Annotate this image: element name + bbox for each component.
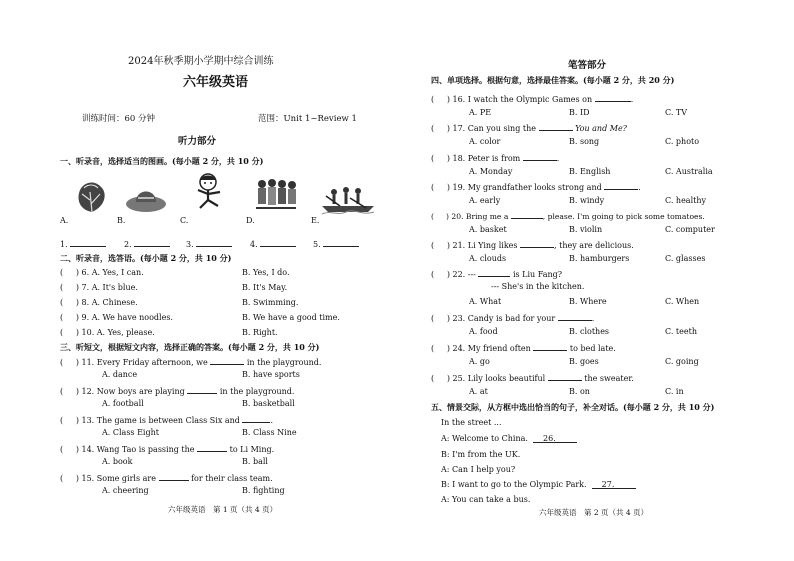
answer-5[interactable]: 5.: [313, 238, 359, 250]
q14-option-b: B. ball: [242, 457, 268, 466]
q7-option-b: B. It's May.: [242, 283, 288, 292]
q14[interactable]: ( ) 14. Wang Tao is passing the to Li Ming.: [60, 445, 275, 454]
q20-option-b: B. violin: [569, 225, 603, 234]
q24-option-a: A. go: [469, 357, 490, 366]
q20-option-a: A. basket: [469, 225, 507, 234]
blank-27[interactable]: 27.: [592, 480, 636, 489]
q22[interactable]: ( ) 22. --- is Liu Fang?: [431, 270, 563, 279]
q19[interactable]: ( ) 19. My grandfather looks strong and .: [431, 183, 641, 192]
q11[interactable]: ( ) 11. Every Friday afternoon, we in the playground.: [60, 358, 322, 367]
q22-reply: --- She's in the kitchen.: [491, 282, 585, 291]
part3-heading: 三、听短文，根据短文内容，选择正确的答案。(每小题 2 分，共 10 分): [60, 342, 320, 352]
q20[interactable]: ( ) 20. Bring me a , please. I'm going to pick some tomatoes.: [431, 212, 705, 221]
right-page-footer: 六年级英语 第 2 页（共 4 页）: [539, 508, 649, 517]
q22-option-b: B. Where: [569, 297, 607, 306]
part1-heading: 一、听录音，选择适当的图画。(每小题 2 分，共 10 分): [60, 156, 264, 166]
q23-option-b: B. clothes: [569, 327, 610, 336]
q22-option-c: C. When: [665, 297, 700, 306]
q23-option-a: A. food: [469, 327, 498, 336]
blank-26[interactable]: 26.: [533, 434, 577, 443]
q17[interactable]: ( ) 17. Can you sing the You and Me?: [431, 124, 627, 133]
hat-icon: [124, 178, 168, 218]
students-group-icon: [254, 176, 298, 216]
q23-option-c: C. teeth: [665, 327, 697, 336]
q15[interactable]: ( ) 15. Some girls are for their class team.: [60, 474, 273, 483]
q20-option-c: C. computer: [665, 225, 715, 234]
running-boy-icon: [188, 172, 232, 212]
right-page: [397, 0, 794, 561]
pic-letter-c: C.: [180, 216, 189, 225]
q21-option-a: A. clouds: [469, 254, 507, 263]
q24[interactable]: ( ) 24. My friend often to bed late.: [431, 344, 616, 353]
q7[interactable]: ( ) 7. A. It's blue.: [60, 283, 138, 292]
q19-option-b: B. windy: [569, 196, 605, 205]
q25-option-a: A. at: [469, 387, 488, 396]
q23[interactable]: ( ) 23. Candy is bad for your .: [431, 314, 595, 323]
q19-option-a: A. early: [469, 196, 501, 205]
answer-2[interactable]: 2.: [124, 238, 170, 250]
q6[interactable]: ( ) 6. A. Yes, I can.: [60, 268, 144, 277]
written-section-title: 笔答部分: [568, 60, 607, 71]
q13-option-a: A. Class Eight: [102, 428, 159, 437]
q17-option-a: A. color: [469, 137, 501, 146]
q24-option-c: C. going: [665, 357, 699, 366]
q17-option-c: C. photo: [665, 137, 700, 146]
q12-option-a: A. football: [102, 399, 144, 408]
listening-section-title: 听力部分: [178, 136, 217, 147]
dialogue-line: A: Can I help you?: [441, 465, 516, 474]
cabbage-icon: [70, 176, 114, 216]
left-page-footer: 六年级英语 第 1 页（共 4 页）: [168, 505, 278, 514]
q19-option-c: C. healthy: [665, 196, 707, 205]
q22-option-a: A. What: [469, 297, 502, 306]
pic-letter-b: B.: [117, 216, 126, 225]
q9[interactable]: ( ) 9. A. We have noodles.: [60, 313, 173, 322]
answer-3[interactable]: 3.: [186, 238, 232, 250]
dialogue-line: In the street ...: [441, 418, 502, 427]
q15-option-b: B. fighting: [242, 486, 285, 495]
pic-letter-a: A.: [60, 216, 69, 225]
dialogue-line: A: You can take a bus.: [441, 495, 531, 504]
pic-letter-e: E.: [311, 216, 320, 225]
q8-option-b: B. Swimming.: [242, 298, 299, 307]
q18-option-c: C. Australia: [665, 167, 713, 176]
q12[interactable]: ( ) 12. Now boys are playing in the playground.: [60, 387, 295, 396]
q12-option-b: B. basketball: [242, 399, 295, 408]
part5-heading: 五、情景交际，从方框中选出恰当的句子，补全对话。(每小题 2 分，共 10 分): [431, 402, 715, 412]
part2-heading: 二、听录音，选答语。(每小题 2 分，共 10 分): [60, 253, 232, 263]
q10-option-b: B. Right.: [242, 328, 278, 337]
q18[interactable]: ( ) 18. Peter is from .: [431, 154, 560, 163]
q17-option-b: B. song: [569, 137, 600, 146]
q10[interactable]: ( ) 10. A. Yes, please.: [60, 328, 155, 337]
q16-option-b: B. ID: [569, 108, 590, 117]
q14-option-a: A. book: [102, 457, 133, 466]
dialogue-line: B: I'm from the UK.: [441, 450, 521, 459]
q25-option-b: B. on: [569, 387, 590, 396]
q24-option-b: B. goes: [569, 357, 599, 366]
answer-1[interactable]: 1.: [60, 238, 106, 250]
q21-option-c: C. glasses: [665, 254, 706, 263]
q13-option-b: B. Class Nine: [242, 428, 297, 437]
answer-4[interactable]: 4.: [250, 238, 296, 250]
pic-letter-d: D.: [246, 216, 255, 225]
q6-option-b: B. Yes, I do.: [242, 268, 290, 277]
q25[interactable]: ( ) 25. Lily looks beautiful the sweater.: [431, 374, 634, 383]
q18-option-b: B. English: [569, 167, 611, 176]
q9-option-b: B. We have a good time.: [242, 313, 340, 322]
part4-heading: 四、单项选择。根据句意，选择最佳答案。(每小题 2 分，共 20 分): [431, 75, 675, 85]
q18-option-a: A. Monday: [469, 167, 513, 176]
q8[interactable]: ( ) 8. A. Chinese.: [60, 298, 138, 307]
exam-title: 2024年秋季期小学期中综合训练: [128, 56, 274, 67]
q16-option-a: A. PE: [469, 108, 492, 117]
q21-option-b: B. hamburgers: [569, 254, 630, 263]
dialogue-line: B: I want to go to the Olympic Park. 27.: [441, 480, 636, 490]
boating-icon: [320, 176, 376, 216]
q21[interactable]: ( ) 21. Li Ying likes , they are delicious.: [431, 241, 634, 250]
exam-range: 范围：Unit 1~Review 1: [258, 114, 357, 124]
q11-option-b: B. have sports: [242, 370, 300, 379]
exam-time: 训练时间：60 分钟: [82, 114, 156, 124]
q13[interactable]: ( ) 13. The game is between Class Six and .: [60, 416, 274, 425]
q15-option-a: A. cheering: [102, 486, 149, 495]
q16-option-c: C. TV: [665, 108, 688, 117]
exam-subject: 六年级英语: [183, 75, 249, 90]
q11-option-a: A. dance: [102, 370, 138, 379]
dialogue-line: A: Welcome to China. 26.: [441, 434, 577, 444]
q25-option-c: C. in: [665, 387, 684, 396]
q16[interactable]: ( ) 16. I watch the Olympic Games on .: [431, 95, 634, 104]
